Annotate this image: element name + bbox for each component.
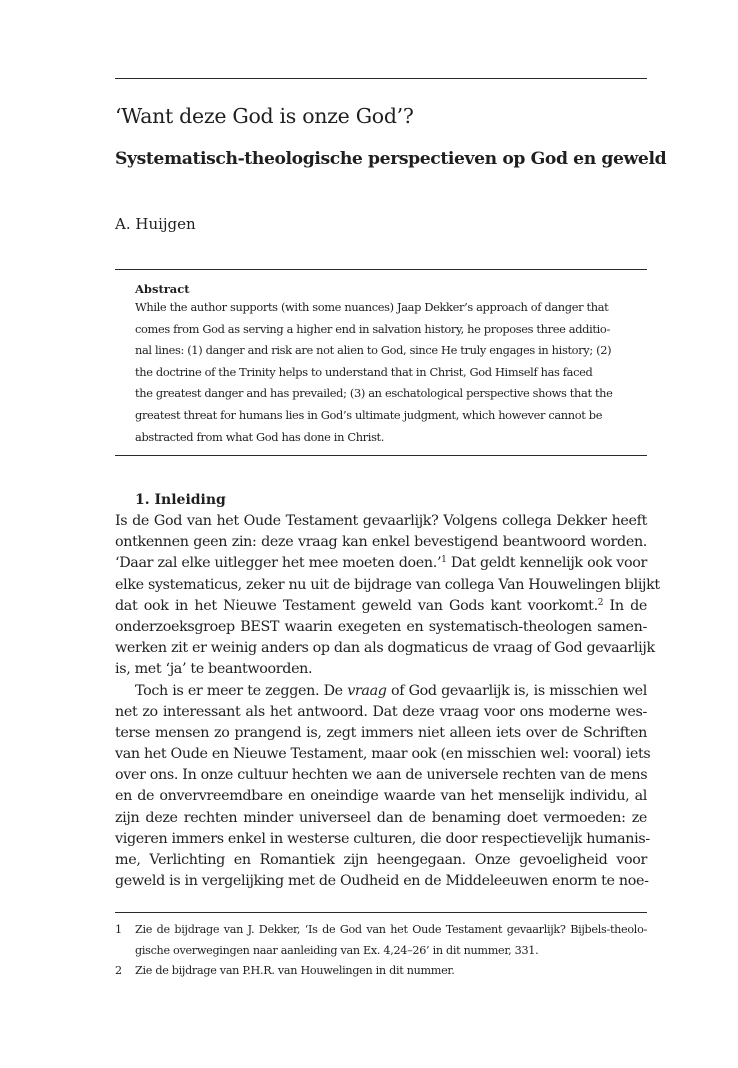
footnote-1 (115, 920, 647, 941)
body-line: vigeren immers enkel in westerse culturen, die door respectievelijk humanis- (115, 830, 650, 847)
body-text-span: Toch is er meer te zeggen. De (135, 682, 348, 699)
body-line: werken zit er weinig anders op dan als dogmaticus de vraag of God gevaarlijk (115, 640, 655, 657)
abstract-bottom-rule (115, 455, 647, 456)
section-heading: 1. Inleiding (135, 492, 226, 508)
footnote-ref-1[interactable]: 1 (441, 555, 447, 566)
body-line (115, 596, 647, 617)
body-line (115, 681, 647, 702)
body-line: van het Oude en Nieuwe Testament, maar ook (en misschien wel: vooral) iets (115, 746, 651, 763)
body-text-span: Dat geldt kennelijk ook voor (446, 555, 648, 572)
abstract-line: abstracted from what God has done in Christ. (135, 429, 385, 444)
article-subtitle: Systematisch-theologische perspectieven op God en geweld (115, 149, 667, 169)
body-line: onderzoeksgroep BEST waarin exegeten en systematisch-theologen samen- (115, 618, 647, 635)
footnote-ref-2[interactable]: 2 (597, 597, 604, 608)
body-line: me, Verlichting en Romantiek zijn heengegaan. Onze gevoeligheid voor (115, 852, 647, 868)
body-line: net zo interessant als het antwoord. Dat deze vraag voor ons moderne wes- (115, 703, 647, 720)
abstract-top-rule (115, 269, 647, 270)
footnote-1-continued (115, 941, 647, 962)
article-title: ‘Want deze God is onze God’? (115, 104, 414, 128)
body-line: terse mensen zo prangend is, zegt immers niet alleen iets over de Schriften (115, 724, 647, 741)
body-line (115, 553, 647, 574)
body-text-span: In de (603, 597, 647, 614)
footnote-2 (115, 961, 647, 982)
abstract-heading: Abstract (135, 282, 190, 296)
body-text (115, 511, 660, 892)
abstract-block (135, 281, 631, 448)
body-line: elke systematicus, zeker nu uit de bijdrage van collega Van Houwelingen blijkt (115, 576, 660, 593)
body-line: ontkennen geen zin: deze vraag kan enkel bevestigend beantwoord worden. (115, 534, 647, 551)
body-line: Is de God van het Oude Testament gevaarlijk? Volgens collega Dekker heeft (115, 513, 647, 529)
body-line: en de onvervreemdbare en oneindige waarde van het menselijk individu, al (115, 788, 647, 805)
abstract-line: greatest threat for humans lies in God’s ultimate judgment, which however cannot be (135, 407, 603, 422)
author-name: A. Huijgen (115, 215, 196, 233)
body-line: over ons. In onze cultuur hechten we aan de universele rechten van de mens (115, 767, 648, 784)
top-rule (115, 78, 647, 79)
abstract-line: While the author supports (with some nuances) Jaap Dekker’s approach of danger that (135, 300, 609, 314)
abstract-line: comes from God as serving a higher end in salvation history, he proposes three additio- (135, 321, 610, 336)
footnote-text: Zie de bijdrage van J. Dekker, ‘Is de God van het Oude Testament gevaarlijk? Bijbels-theolo- (135, 923, 647, 936)
footnote-rule (115, 912, 647, 913)
footnote-text: gische overwegingen naar aanleiding van Ex. 4,24–26’ in dit nummer, 331. (135, 943, 539, 957)
body-line: is, met ‘ja’ te beantwoorden. (115, 661, 313, 678)
body-text-span: ‘Daar zal elke uitlegger het mee moeten doen.’ (115, 555, 442, 572)
body-line: geweld is in vergelijking met de Oudheid en de Middeleeuwen enorm te noe- (115, 873, 649, 890)
footnote-number: 2 (115, 964, 122, 977)
footnote-text: Zie de bijdrage van P.H.R. van Houwelingen in dit nummer. (135, 964, 455, 977)
abstract-line: nal lines: (1) danger and risk are not alien to God, since He truly engages in history; (2) (135, 343, 612, 358)
emphasis-text: vraag (347, 682, 387, 699)
footnotes (115, 920, 647, 982)
body-text-span: dat ook in het Nieuwe Testament geweld van Gods kant voorkomt. (115, 597, 598, 614)
abstract-line: the greatest danger and has prevailed; (3) an eschatological perspective shows that the (135, 386, 613, 401)
body-line: zijn deze rechten minder universeel dan de benaming doet vermoeden: ze (115, 809, 647, 826)
footnote-number: 1 (115, 923, 122, 936)
body-text-span: of God gevaarlijk is, is misschien wel (386, 682, 648, 699)
abstract-line: the doctrine of the Trinity helps to understand that in Christ, God Himself has faced (135, 364, 593, 379)
